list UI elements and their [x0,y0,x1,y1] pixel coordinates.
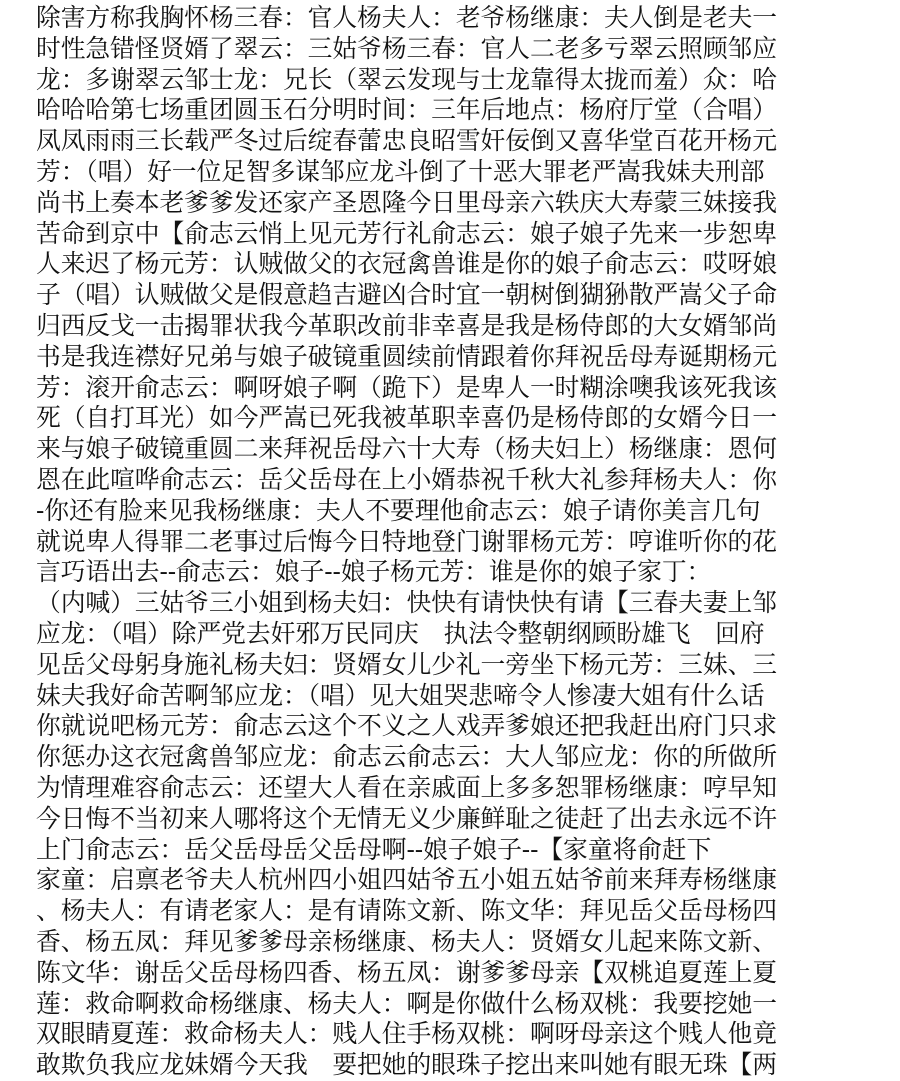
text-line: 尚书上奏本老爹爹发还家产圣恩隆今日里母亲六轶庆大寿蒙三妹接我 [36,187,777,217]
text-line: 陈文华：谢岳父岳母杨四香、杨五凤：谢爹爹母亲【双桃追夏莲上夏 [36,957,777,987]
text-line: 来与娘子破镜重圆二来拜祝岳母六十大寿（杨夫妇上）杨继康：恩何 [36,434,777,464]
text-line: 苦命到京中【俞志云悄上见元芳行礼俞志云：娘子娘子先来一步恕卑 [36,218,777,248]
text-line: 上门俞志云：岳父岳母岳父岳母啊--娘子娘子--【家童将俞赶下 [36,834,712,864]
text-line: 家童：启禀老爷夫人杭州四小姐四姑爷五小姐五姑爷前来拜寿杨继康 [36,865,777,895]
text-line: 妹夫我好命苦啊邹应龙：（唱）见大姐哭悲啼令人惨凄大姐有什么话 [36,680,765,710]
text-line: （内喊）三姑爷三小姐到杨夫妇：快快有请快快有请【三春夫妻上邹 [36,588,777,618]
text-line: 哈哈哈第七场重团圆玉石分明时间：三年后地点：杨府厅堂（合唱） [36,95,777,125]
text-line: 除害方称我胸怀杨三春：官人杨夫人：老爷杨继康：夫人倒是老夫一 [36,3,777,32]
text-line: 今日悔不当初来人哪将这个无情无义少廉鲜耻之徒赶了出去永远不许 [36,803,777,833]
text-line: 子（唱）认贼做父是假意趋吉避凶合时宜一朝树倒猢狲散严嵩父子命 [36,280,777,310]
text-line: 敢欺负我应龙妹婿今天我 要把她的眼珠子挖出来叫她有眼无珠【两 [36,1050,777,1080]
text-line: 就说卑人得罪二老事过后悔今日特地登门谢罪杨元芳：哼谁听你的花 [36,526,777,556]
text-line: 死（自打耳光）如今严嵩已死我被革职幸喜仍是杨侍郎的女婿今日一 [36,403,777,433]
text-line: 你惩办这衣冠禽兽邹应龙：俞志云俞志云：大人邹应龙：你的所做所 [36,742,777,772]
text-line: 芳：滚开俞志云：啊呀娘子啊（跪下）是卑人一时糊涂噢我该死我该 [36,372,777,402]
text-line: 莲：救命啊救命杨继康、杨夫人：啊是你做什么杨双桃：我要挖她一 [36,988,777,1018]
text-line: 书是我连襟好兄弟与娘子破镜重圆续前情跟着你拜祝岳母寿诞期杨元 [36,341,777,371]
text-line: 归西反戈一击揭罪状我今革职改前非幸喜是我是杨侍郎的大女婿邹尚 [36,310,777,340]
text-line: 龙：多谢翠云邹士龙：兄长（翠云发现与士龙靠得太拢而羞）众：哈 [36,64,777,94]
text-line: -你还有脸来见我杨继康：夫人不要理他俞志云：娘子请你美言几句 [36,495,761,525]
script-text-block [36,3,876,1081]
text-line: 为情理难容俞志云：还望大人看在亲戚面上多多恕罪杨继康：哼早知 [36,772,777,802]
text-line: 见岳父母躬身施礼杨夫妇：贤婿女儿少礼一旁坐下杨元芳：三妹、三 [36,649,777,679]
text-line: 你就说吧杨元芳：俞志云这个不义之人戏弄爹娘还把我赶出府门只求 [36,711,777,741]
text-line: 、杨夫人：有请老家人：是有请陈文新、陈文华：拜见岳父岳母杨四 [36,896,777,926]
text-line: 恩在此喧哗俞志云：岳父岳母在上小婿恭祝千秋大礼参拜杨夫人：你 [36,464,777,494]
text-line: 应龙：（唱）除严党去奸邪万民同庆 执法令整朝纲顾盼雄飞 回府 [36,618,765,648]
text-line: 言巧语出去--俞志云：娘子--娘子杨元芳：谁是你的娘子家丁： [36,557,712,587]
text-line: 人来迟了杨元芳：认贼做父的衣冠禽兽谁是你的娘子俞志云：哎呀娘 [36,249,777,279]
text-line: 凤凤雨雨三长载严冬过后绽春蕾忠良昭雪奸佞倒又喜华堂百花开杨元 [36,126,777,156]
text-line: 时性急错怪贤婿了翠云：三姑爷杨三春：官人二老多亏翠云照顾邹应 [36,33,777,63]
text-line: 香、杨五凤：拜见爹爹母亲杨继康、杨夫人：贤婿女儿起来陈文新、 [36,926,777,956]
text-line: 双眼睛夏莲：救命杨夫人：贱人住手杨双桃：啊呀母亲这个贱人他竟 [36,1019,777,1049]
text-line: 芳：（唱）好一位足智多谋邹应龙斗倒了十恶大罪老严嵩我妹夫刑部 [36,156,765,186]
